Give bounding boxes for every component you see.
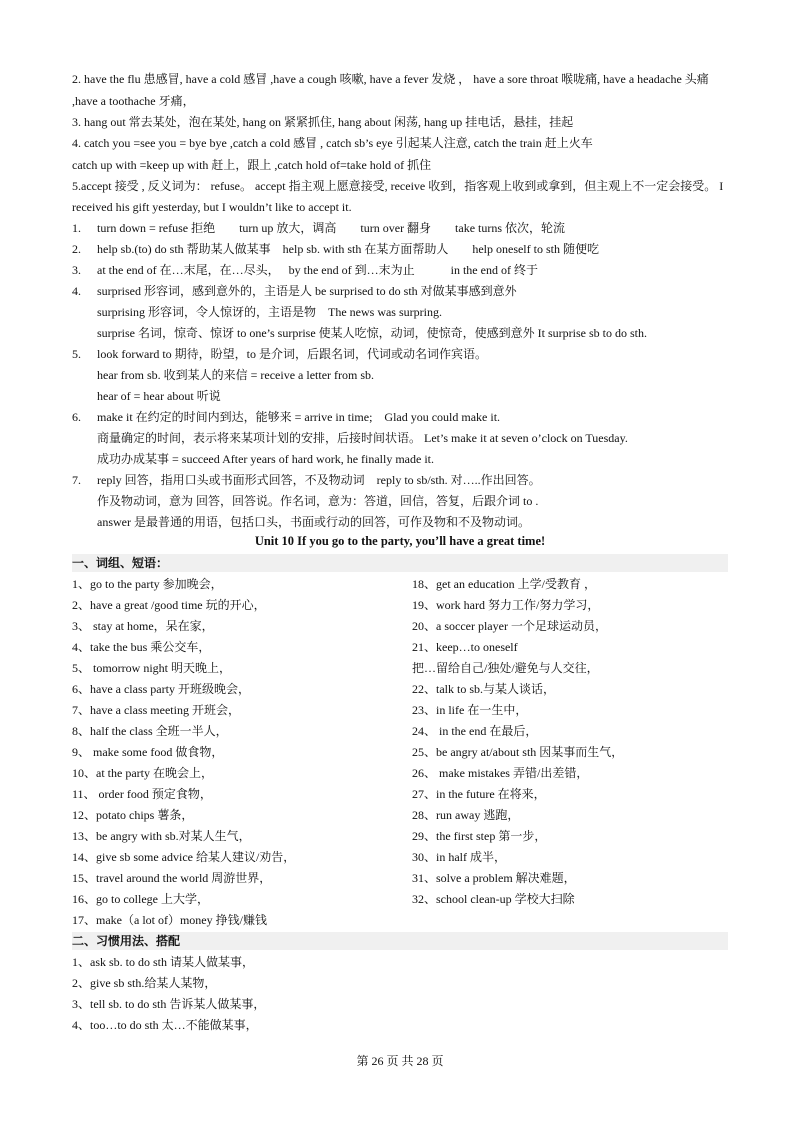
phrase-item: 17、make（a lot of）money 挣钱/赚钱: [72, 913, 267, 927]
list-item: answer 是最普通的用语，包括口头，书面或行动的回答，可作及物和不及物动词。: [97, 515, 530, 529]
list-item: turn down = refuse 拒绝 turn up 放大，调高 turn over 翻身 take turns 依次，轮流: [97, 221, 566, 235]
phrase-item: 31、solve a problem 解决难题，: [412, 871, 576, 885]
list-item: hear from sb. 收到某人的来信 = receive a letter from sb.: [97, 368, 375, 382]
phrase-item: 7、have a class meeting 开班会，: [72, 703, 240, 717]
phrase-item: 32、school clean-up 学校大扫除: [412, 892, 575, 906]
phrase-item: 26、 make mistakes 弄错/出差错，: [412, 766, 589, 780]
text-line: ,have a toothache 牙痛，: [72, 94, 195, 108]
phrase-item: 2、have a great /good time 玩的开心，: [72, 598, 266, 612]
list-item: make it 在约定的时间内到达，能够来 = arrive in time; Glad you could make it.: [97, 410, 501, 424]
list-number: 2.: [72, 242, 81, 256]
phrase-item: 14、give sb some advice 给某人建议/劝告，: [72, 850, 296, 864]
section-heading: 二、习惯用法、搭配: [72, 934, 181, 948]
phrase-item: 28、run away 逃跑，: [412, 808, 520, 822]
phrase-item: 30、in half 成半，: [412, 850, 506, 864]
text-line: received his gift yesterday, but I wouldn’t like to accept it.: [72, 200, 352, 214]
list-item: look forward to 期待，盼望，to 是介词，后跟名词，代词或动名词作宾语。: [97, 347, 487, 361]
phrase-item: 11、 order food 预定食物，: [72, 787, 212, 801]
phrase-item: 6、have a class party 开班级晚会，: [72, 682, 250, 696]
list-number: 3.: [72, 263, 81, 277]
phrase-item: 23、in life 在一生中，: [412, 703, 528, 717]
phrase-item: 25、be angry at/about sth 因某事而生气，: [412, 745, 624, 759]
list-item: 商量确定的时间，表示将来某项计划的安排，后接时间状语。 Let’s make it at seven o’clock on Tuesday.: [97, 431, 628, 445]
list-item: surprise 名词，惊奇、惊讶 to one’s surprise 使某人吃惊，动词，使惊奇，使感到意外 It surprise sb to do sth.: [97, 326, 647, 340]
phrase-item: 18、get an education 上学/受教育 ，: [412, 577, 596, 591]
phrase-item: 5、 tomorrow night 明天晚上，: [72, 661, 231, 675]
list-number: 5.: [72, 347, 81, 361]
text-line: 5.accept 接受 , 反义词为： refuse。 accept 指主观上愿意接受, receive 收到，指客观上收到或拿到，但主观上不一定会接受。 I: [72, 179, 724, 193]
phrase-item: 12、potato chips 薯条，: [72, 808, 194, 822]
list-item: 作及物动词，意为 回答，回答说。作名词，意为：答道，回信，答复，后跟介词 to .: [97, 494, 539, 508]
text-line: 4. catch you =see you = bye bye ,catch a cold 感冒 , catch sb’s eye 引起某人注意, catch the train 赶上火车: [72, 136, 593, 150]
list-number: 7.: [72, 473, 81, 487]
phrase-item: 把…留给自己/独处/避免与人交往，: [412, 661, 599, 675]
unit-title: Unit 10 If you go to the party, you’ll have a great time!: [254, 534, 546, 548]
phrase-item: 21、keep…to oneself: [412, 640, 518, 654]
list-item: surprised 形容词，感到意外的，主语是人 be surprised to do sth 对做某事感到意外: [97, 284, 517, 298]
phrase-item: 22、talk to sb.与某人谈话，: [412, 682, 555, 696]
list-number: 4.: [72, 284, 81, 298]
text-line: 3. hang out 常去某处，泡在某处, hang on 紧紧抓住, hang about 闲荡, hang up 挂电话，悬挂，挂起: [72, 115, 574, 129]
list-item: reply 回答，指用口头或书面形式回答，不及物动词 reply to sb/sth. 对…..作出回答。: [97, 473, 541, 487]
text-line: 2. have the flu 患感冒, have a cold 感冒 ,have a cough 咳嗽, have a fever 发烧 ， have a sore throat 喉咙痛, have a headache 头痛: [72, 72, 709, 86]
list-item: hear of = hear about 听说: [97, 389, 221, 403]
usage-item: 4、too…to do sth 太…不能做某事，: [72, 1018, 258, 1032]
phrase-item: 16、go to college 上大学，: [72, 892, 209, 906]
phrase-item: 10、at the party 在晚会上，: [72, 766, 213, 780]
phrase-item: 4、take the bus 乘公交车，: [72, 640, 211, 654]
phrase-item: 1、go to the party 参加晚会，: [72, 577, 223, 591]
list-item: at the end of 在…末尾，在…尽头， by the end of 到…末为止 in the end of 终于: [97, 263, 538, 277]
usage-item: 1、ask sb. to do sth 请某人做某事，: [72, 955, 255, 969]
usage-item: 3、tell sb. to do sth 告诉某人做某事，: [72, 997, 266, 1011]
usage-item: 2、give sb sth.给某人某物，: [72, 976, 217, 990]
list-number: 1.: [72, 221, 81, 235]
list-item: surprising 形容词，令人惊讶的，主语是物 The news was surpring.: [97, 305, 442, 319]
phrase-item: 19、work hard 努力工作/努力学习，: [412, 598, 600, 612]
list-item: 成功办成某事 = succeed After years of hard work, he finally made it.: [97, 452, 435, 466]
phrase-item: 27、in the future 在将来，: [412, 787, 546, 801]
phrase-item: 8、half the class 全班一半人，: [72, 724, 228, 738]
section-bar: [72, 554, 728, 572]
phrase-item: 29、the first step 第一步，: [412, 829, 547, 843]
phrase-item: 3、 stay at home，呆在家，: [72, 619, 214, 633]
list-number: 6.: [72, 410, 81, 424]
phrase-item: 15、travel around the world 周游世界，: [72, 871, 272, 885]
phrase-item: 20、a soccer player 一个足球运动员，: [412, 619, 607, 633]
phrase-item: 9、 make some food 做食物，: [72, 745, 224, 759]
text-line: catch up with =keep up with 赶上，跟上 ,catch hold of=take hold of 抓住: [72, 158, 432, 172]
phrase-item: 13、be angry with sb.对某人生气，: [72, 829, 251, 843]
list-item: help sb.(to) do sth 帮助某人做某事 help sb. with sth 在某方面帮助人 help oneself to sth 随便吃: [97, 242, 599, 256]
page-footer: 第 26 页 共 28 页: [356, 1054, 444, 1068]
phrase-item: 24、 in the end 在最后，: [412, 724, 538, 738]
section-heading: 一、词组、短语：: [72, 556, 169, 570]
